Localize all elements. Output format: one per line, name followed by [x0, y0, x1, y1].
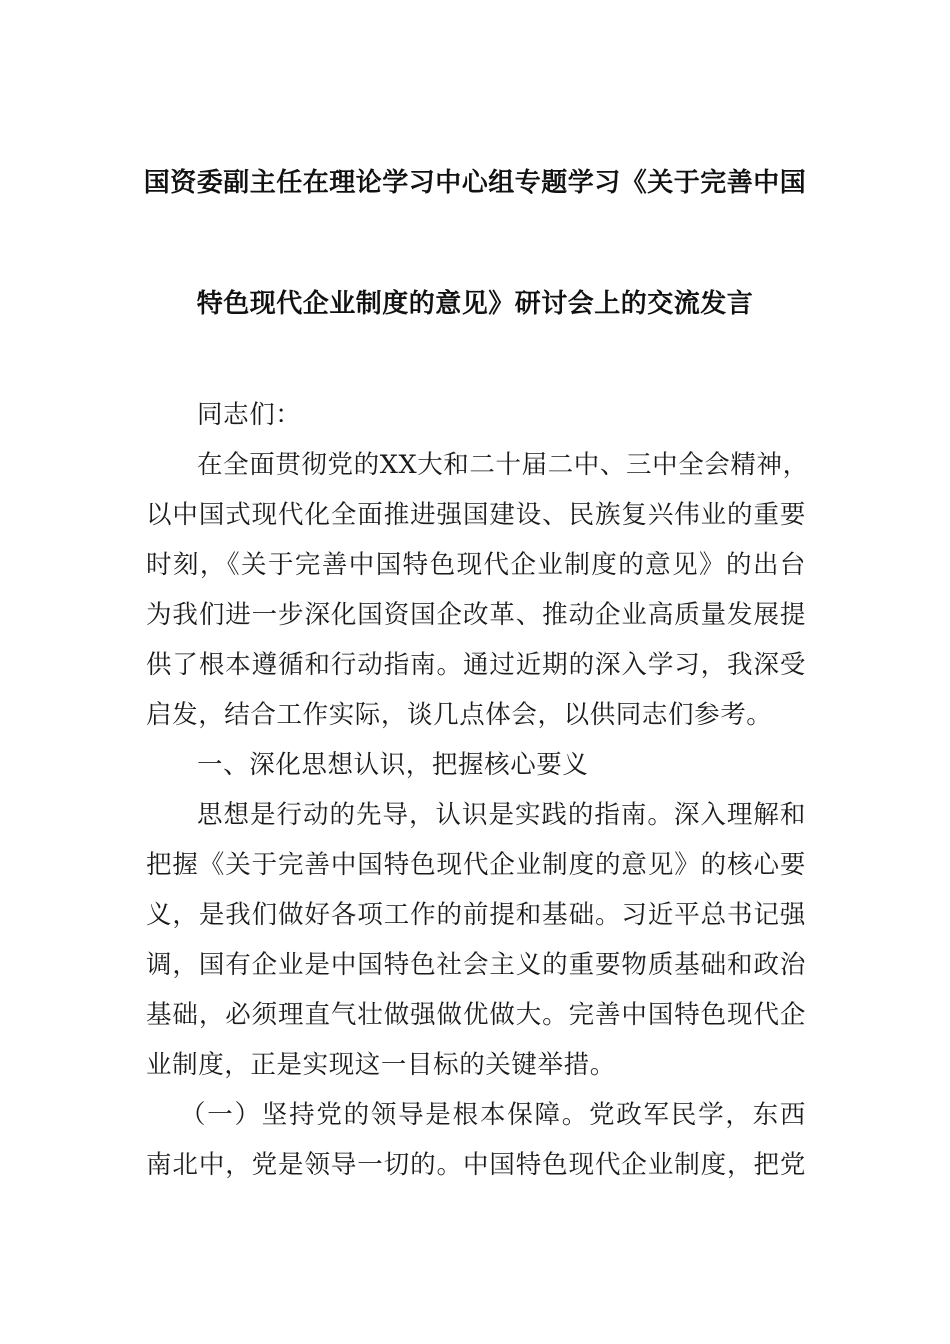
paragraph-line: 基础，必须理直气壮做强做优做大。完善中国特色现代企 [146, 1000, 806, 1030]
paragraph-line: 为我们进一步深化国资国企改革、推动企业高质量发展提 [146, 600, 806, 630]
salutation: 同志们： [197, 400, 302, 430]
paragraph-line: 启发，结合工作实际，谈几点体会，以供同志们参考。 [146, 700, 773, 730]
paragraph-line: 供了根本遵循和行动指南。通过近期的深入学习，我深受 [146, 650, 806, 680]
paragraph-line: 把握《关于完善中国特色现代企业制度的意见》的核心要 [146, 850, 806, 880]
paragraph-line: 业制度，正是实现这一目标的关键举措。 [146, 1050, 616, 1080]
paragraph-line: 以中国式现代化全面推进强国建设、民族复兴伟业的重要 [146, 500, 806, 530]
section-heading: 一、深化思想认识，把握核心要义 [197, 750, 589, 780]
paragraph-line: 调，国有企业是中国特色社会主义的重要物质基础和政治 [146, 950, 806, 980]
paragraph-line: 义，是我们做好各项工作的前提和基础。习近平总书记强 [146, 900, 806, 930]
paragraph-line: 时刻，《关于完善中国特色现代企业制度的意见》的出台 [146, 550, 806, 580]
paragraph-line: 在全面贯彻党的XX大和二十届二中、三中全会精神， [197, 450, 809, 480]
subsection-line: （一）坚持党的领导是根本保障。党政军民学，东西 [180, 1100, 806, 1130]
paragraph-line: 南北中，党是领导一切的。中国特色现代企业制度，把党 [146, 1150, 806, 1180]
document-title-line-2: 特色现代企业制度的意见》研讨会上的交流发言 [196, 289, 754, 319]
document-title-line-1: 国资委副主任在理论学习中心组专题学习《关于完善中国 [143, 168, 807, 198]
paragraph-line: 思想是行动的先导，认识是实践的指南。深入理解和 [197, 800, 806, 830]
